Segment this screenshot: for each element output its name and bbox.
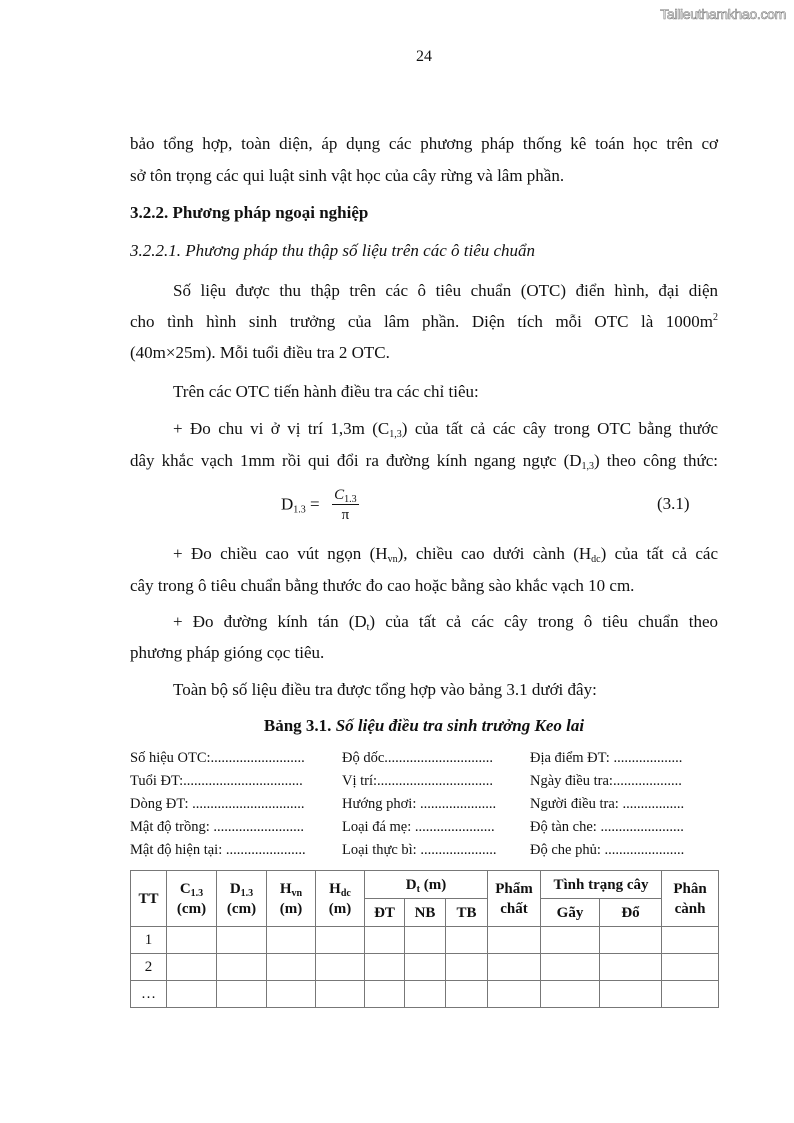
text: C — [334, 487, 345, 503]
text: Phẩm — [495, 880, 533, 897]
section-heading: 3.2.2. Phương pháp ngoại nghiệp — [130, 203, 369, 222]
caption-title: Số liệu điều tra sinh trưởng Keo lai — [335, 716, 585, 735]
unit: (cm) — [226, 900, 257, 917]
cell-tt: 1 — [131, 927, 167, 954]
subscript: 1.3 — [344, 494, 357, 505]
form-field-vi-tri: Vị trí:................................ — [342, 773, 494, 789]
paragraph-line — [173, 611, 718, 633]
header-phan-canh — [662, 871, 719, 927]
form-field-do-che-phu: Độ che phủ: ...................... — [530, 842, 685, 858]
subscript: 1.3 — [240, 887, 254, 899]
form-field-mat-do-trong: Mật độ trồng: ......................... — [130, 819, 304, 835]
cell — [365, 981, 405, 1008]
text: Phân — [673, 880, 707, 897]
paragraph-line — [173, 543, 718, 565]
text: + Đo chu vi ở vị trí 1,3m (C — [173, 419, 390, 438]
header-tt: TT — [131, 871, 167, 927]
form-field-dia-diem: Địa điểm ĐT: ................... — [530, 750, 683, 766]
cell — [541, 981, 600, 1008]
cell — [405, 927, 446, 954]
text: + Đo chiều cao vút ngọn (H — [173, 544, 388, 563]
cell — [600, 954, 662, 981]
equation-number: (3.1) — [657, 494, 690, 513]
cell — [167, 981, 217, 1008]
text: ) của tất cả các — [600, 544, 718, 563]
cell — [365, 954, 405, 981]
text: cành — [674, 900, 706, 917]
cell — [662, 981, 719, 1008]
paragraph-line: Toàn bộ số liệu điều tra được tổng hợp vào bảng 3.1 dưới đây: — [173, 680, 597, 699]
cell — [267, 954, 316, 981]
cell — [488, 981, 541, 1008]
subscript: 1.3 — [190, 887, 204, 899]
cell-tt: … — [131, 981, 167, 1008]
text: H — [329, 880, 341, 897]
watermark: Tailieuthamkhao.com — [660, 6, 786, 22]
header-c13 — [167, 871, 217, 927]
text: D — [405, 876, 417, 893]
paragraph-line: cây trong ô tiêu chuẩn bằng thước đo cao hoặc bằng sào khắc vạch 10 cm. — [130, 576, 635, 595]
subscript: dc — [591, 554, 601, 565]
form-field-loai-da-me: Loại đá mẹ: ...................... — [342, 819, 495, 835]
form-field-so-hieu-otc: Số hiệu OTC:.......................... — [130, 750, 305, 766]
cell — [365, 927, 405, 954]
cell — [541, 954, 600, 981]
header-d13 — [217, 871, 267, 927]
cell — [217, 927, 267, 954]
form-field-ngay-dieu-tra: Ngày điều tra:................... — [530, 773, 682, 789]
form-field-dong-dt: Dòng ĐT: ............................... — [130, 796, 305, 812]
paragraph-line: Trên các OTC tiến hành điều tra các chỉ tiêu: — [173, 382, 479, 401]
fraction — [332, 486, 359, 525]
header-dt-tb: TB — [446, 899, 488, 927]
table-row — [131, 954, 719, 981]
numerator — [332, 486, 359, 505]
text: ) của tất cả các cây trong ô tiêu chuẩn theo — [369, 612, 719, 631]
cell — [217, 981, 267, 1008]
header-dt — [365, 871, 488, 899]
paragraph-line: (40m×25m). Mỗi tuổi điều tra 2 OTC. — [130, 343, 390, 362]
cell — [167, 927, 217, 954]
text: cho tình hình sinh trưởng của lâm phần. Diện tích mỗi OTC là 1000m — [130, 312, 713, 331]
page-number: 24 — [416, 48, 432, 65]
header-gay: Gãy — [541, 899, 600, 927]
text: dây khắc vạch 1mm rồi qui đổi ra đường kính ngang ngực (D — [130, 451, 582, 470]
subscript: vn — [387, 554, 398, 565]
text: C — [179, 880, 191, 897]
subscript: t — [416, 883, 420, 895]
subscript: 1,3 — [389, 429, 402, 440]
cell — [488, 954, 541, 981]
paragraph-line: sở tôn trọng các qui luật sinh vật học của cây rừng và lâm phần. — [130, 166, 565, 185]
cell — [267, 927, 316, 954]
header-dt-dt: ĐT — [365, 899, 405, 927]
table-row — [131, 981, 719, 1008]
form-field-do-doc: Độ dốc.............................. — [342, 750, 494, 766]
cell — [405, 981, 446, 1008]
text: ) theo công thức: — [594, 451, 718, 470]
subscript: vn — [291, 887, 303, 899]
text: chất — [500, 900, 528, 917]
cell — [316, 981, 365, 1008]
unit: (m) — [279, 900, 303, 917]
form-field-mat-do-hien-tai: Mật độ hiện tại: ...................... — [130, 842, 306, 858]
text: D — [229, 880, 241, 897]
subscript: dc — [340, 887, 351, 899]
cell — [316, 954, 365, 981]
table-caption — [0, 716, 794, 736]
text: ) của tất cả các cây trong OTC bằng thước — [401, 419, 718, 438]
cell — [488, 927, 541, 954]
paragraph-line: phương pháp gióng cọc tiêu. — [130, 643, 325, 662]
cell — [446, 981, 488, 1008]
cell-tt: 2 — [131, 954, 167, 981]
superscript: 2 — [713, 312, 718, 323]
header-dt-nb: NB — [405, 899, 446, 927]
formula — [281, 486, 359, 525]
header-do: Đổ — [600, 899, 662, 927]
header-hdc — [316, 871, 365, 927]
cell — [446, 954, 488, 981]
form-field-loai-thuc-bi: Loại thực bì: ..................... — [342, 842, 497, 858]
text: + Đo đường kính tán (D — [173, 612, 367, 631]
data-table — [130, 870, 719, 1008]
header-pham-chat — [488, 871, 541, 927]
cell — [600, 981, 662, 1008]
cell — [600, 927, 662, 954]
paragraph-line — [130, 311, 718, 333]
form-field-tuoi-dt: Tuổi ĐT:................................. — [130, 773, 303, 789]
subscript: 1,3 — [581, 461, 595, 472]
header-tinh-trang: Tình trạng cây — [541, 871, 662, 899]
subsection-heading: 3.2.2.1. Phương pháp thu thập số liệu trên các ô tiêu chuẩn — [130, 241, 536, 260]
table-row — [131, 927, 719, 954]
equals: = — [305, 494, 324, 514]
form-field-huong-phoi: Hướng phơi: ..................... — [342, 796, 497, 812]
cell — [217, 954, 267, 981]
cell — [662, 927, 719, 954]
caption-label: Bảng 3.1. — [263, 716, 336, 735]
cell — [167, 954, 217, 981]
cell — [267, 981, 316, 1008]
paragraph-line — [173, 418, 718, 440]
form-field-nguoi-dieu-tra: Người điều tra: ................. — [530, 796, 685, 812]
cell — [541, 927, 600, 954]
formula-lhs: D — [281, 494, 294, 514]
paragraph-line: Số liệu được thu thập trên các ô tiêu chuẩn (OTC) điển hình, đại diện — [173, 281, 718, 300]
denominator: π — [341, 507, 350, 523]
subscript: 1.3 — [293, 504, 306, 516]
unit: (m) — [419, 876, 447, 893]
cell — [446, 927, 488, 954]
paragraph-line — [130, 450, 718, 472]
subscript: t — [366, 622, 370, 633]
header-hvn — [267, 871, 316, 927]
text: ), chiều cao dưới cành (H — [397, 544, 592, 563]
text: H — [279, 880, 292, 897]
unit: (cm) — [176, 900, 207, 917]
cell — [405, 954, 446, 981]
unit: (m) — [328, 900, 352, 917]
form-field-do-tan-che: Độ tàn che: ....................... — [530, 819, 684, 835]
cell — [316, 927, 365, 954]
cell — [662, 954, 719, 981]
paragraph-line: bảo tổng hợp, toàn diện, áp dụng các phương pháp thống kê toán học trên cơ — [130, 134, 718, 153]
